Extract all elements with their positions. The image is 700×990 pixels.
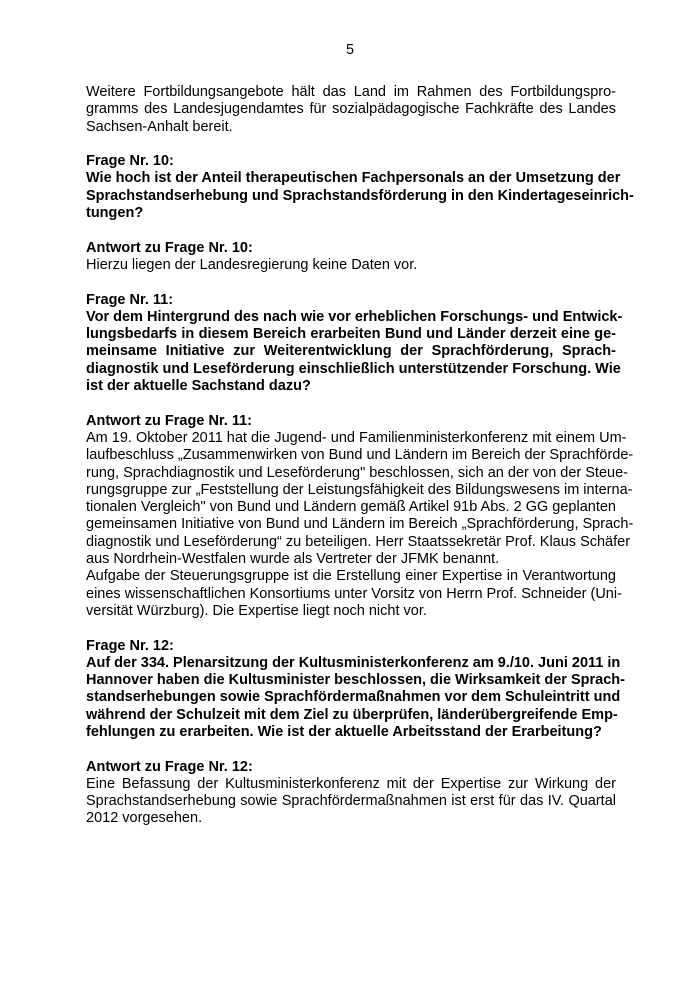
answer-line: tionalen Vergleich" von Bund und Ländern gemäß Artikel 91b Abs. 2 GG geplanten — [86, 499, 616, 516]
question-line: Auf der 334. Plenarsitzung der Kultusministerkonferenz am 9./10. Juni 2011 in — [86, 654, 621, 671]
question-line: Vor dem Hintergrund des nach wie vor erheblichen Forschungs- und Entwick- — [86, 308, 623, 325]
answer-heading: Antwort zu Frage Nr. 12: — [86, 758, 253, 775]
answer-heading: Antwort zu Frage Nr. 11: — [86, 412, 252, 429]
text-line: Weitere Fortbildungsangebote hält das Land im Rahmen des Fortbildungspro- — [86, 84, 616, 100]
question-line: Wie hoch ist der Anteil therapeutischen Fachpersonals an der Umsetzung der — [86, 170, 621, 187]
answer-line: Sprachstandserhebung sowie Sprachfördermaßnahmen ist erst für das IV. Quartal — [86, 793, 616, 810]
answer-line: Hierzu liegen der Landesregierung keine Daten vor. — [86, 256, 418, 273]
answer-line: versität Würzburg). Die Expertise liegt noch nicht vor. — [86, 602, 427, 619]
question-heading: Frage Nr. 12: — [86, 637, 174, 654]
question-line: fehlungen zu erarbeiten. Wie ist der aktuelle Arbeitsstand der Erarbeitung? — [86, 723, 602, 740]
page-number: 5 — [345, 42, 355, 58]
answer-line: rung, Sprachdiagnostik und Leseförderung" beschlossen, sich an der von der Steue- — [86, 464, 628, 481]
answer-12 — [86, 759, 616, 828]
question-line: standserhebungen sowie Sprachfördermaßnahmen vor dem Schuleintritt und — [86, 689, 621, 706]
question-line: tungen? — [86, 205, 144, 222]
answer-line: laufbeschluss „Zusammenwirken von Bund und Ländern im Bereich der Sprachförde- — [86, 447, 634, 464]
document-body — [86, 84, 634, 828]
question-line: Hannover haben die Kultusminister beschlossen, die Wirksamkeit der Sprach- — [86, 672, 625, 689]
answer-11 — [86, 412, 634, 621]
question-line: Sprachstandserhebung und Sprachstandsförderung in den Kindertageseinrich- — [86, 187, 634, 204]
answer-line: Aufgabe der Steuerungsgruppe ist die Erstellung einer Expertise in Verantwortung — [86, 568, 616, 585]
intro-paragraph — [86, 84, 616, 136]
answer-line: Eine Befassung der Kultusministerkonferenz mit der Expertise zur Wirkung der — [86, 775, 616, 792]
answer-line: aus Nordrhein-Westfalen wurde als Vertreter der JFMK benannt. — [86, 551, 500, 568]
question-11 — [86, 291, 623, 396]
answer-line: rungsgruppe zur „Feststellung der Leistungsfähigkeit des Bildungswesens im interna- — [86, 481, 633, 498]
answer-10 — [86, 240, 616, 275]
question-line: meinsame Initiative zur Weiterentwicklung der Sprachförderung, Sprach- — [86, 343, 616, 360]
question-line: diagnostik und Leseförderung einschließlich unterstützender Forschung. Wie — [86, 360, 621, 377]
text-line: Sachsen-Anhalt bereit. — [86, 118, 233, 135]
question-heading: Frage Nr. 11: — [86, 291, 174, 308]
answer-line: 2012 vorgesehen. — [86, 810, 203, 827]
text-line: gramms des Landesjugendamtes für sozialpädagogische Fachkräfte des Landes — [86, 101, 616, 118]
answer-line: Am 19. Oktober 2011 hat die Jugend- und Familienministerkonferenz mit einem Um- — [86, 429, 627, 446]
answer-line: gemeinsamen Initiative von Bund und Ländern im Bereich „Sprachförderung, Sprach- — [86, 516, 634, 533]
question-line: während der Schulzeit mit dem Ziel zu überprüfen, länderübergreifende Emp- — [86, 706, 618, 723]
question-heading: Frage Nr. 10: — [86, 153, 174, 170]
answer-line: diagnostik und Leseförderung“ zu beteiligen. Herr Staatssekretär Prof. Klaus Schäfer — [86, 533, 631, 550]
question-line: ist der aktuelle Sachstand dazu? — [86, 378, 311, 395]
question-line: lungsbedarfs in diesem Bereich erarbeiten Bund und Länder derzeit eine ge- — [86, 326, 616, 343]
question-12 — [86, 637, 625, 742]
answer-heading: Antwort zu Frage Nr. 10: — [86, 239, 253, 256]
question-10 — [86, 153, 634, 222]
answer-line: eines wissenschaftlichen Konsortiums unter Vorsitz von Herrn Prof. Schneider (Uni- — [86, 585, 622, 602]
